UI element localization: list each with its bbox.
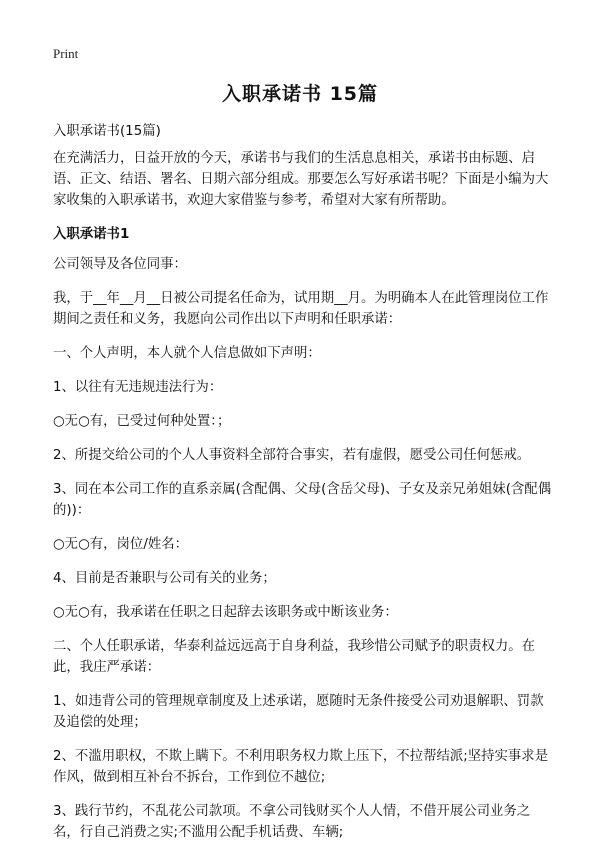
section-heading: 入职承诺书1	[53, 227, 130, 242]
body-paragraph: 1、如违背公司的管理规章制度及上述承诺，愿随时无条件接受公司劝退解职、罚款及追偿的处理；	[53, 694, 544, 730]
body-paragraph: 1、以往有无违规违法行为：	[53, 380, 223, 395]
body-paragraph: 一、个人声明，本人就个人信息做如下声明：	[53, 346, 321, 361]
body-paragraph: 4、目前是否兼职与公司有关的业务；	[53, 571, 276, 586]
body-paragraph: 2、所提交给公司的个人人事资料全部符合事实，若有虚假，愿受公司任何惩戒。	[53, 448, 531, 463]
body-paragraph: ○无○有，我承诺在任职之日起辞去该职务或中断该业务：	[53, 605, 398, 620]
salutation-paragraph: 公司领导及各位同事：	[53, 257, 187, 272]
document-subtitle: 入职承诺书(15篇)	[53, 124, 161, 139]
document-title: 入职承诺书 15篇	[221, 83, 379, 105]
body-paragraph: 2、不滥用职权，不欺上瞒下。不利用职务权力欺上压下，不拉帮结派;坚持实事求是作风，做到相互补台不拆台，工作到位不越位;	[53, 749, 549, 785]
document-body	[53, 121, 555, 856]
print-link[interactable]: Print	[53, 46, 79, 61]
body-paragraph: 3、同在本公司工作的直系亲属(含配偶、父母(含岳父母)、子女及亲兄弟姐妹(含配偶的))：	[53, 482, 552, 518]
body-paragraph: 3、践行节约，不乱花公司款项。不拿公司钱财买个人人情，不借开展公司业务之名，行自己消费之实;不滥用公配手机话费、车辆;	[53, 804, 531, 840]
body-paragraph: 我，于__年__月__日被公司提名任命为，试用期__月。为明确本人在此管理岗位工作期间之责任和义务，我愿向公司作出以下声明和任职承诺：	[53, 291, 549, 327]
body-paragraph: ○无○有，已受过何种处置：；	[53, 414, 231, 429]
body-paragraph: 二、个人任职承诺，华泰利益远远高于自身利益，我珍惜公司赋予的职责权力。在此，我庄严承诺：	[53, 639, 536, 675]
intro-paragraph: 在充满活力，日益开放的今天，承诺书与我们的生活息息相关，承诺书由标题、启语、正文、结语、署名、日期六部分组成。那要怎么写好承诺书呢？下面是小编为大家收集的入职承诺书，欢迎大家借鉴与参考，希望对大家有所帮助。	[53, 151, 549, 208]
body-paragraph: ○无○有，岗位/姓名：	[53, 537, 189, 552]
